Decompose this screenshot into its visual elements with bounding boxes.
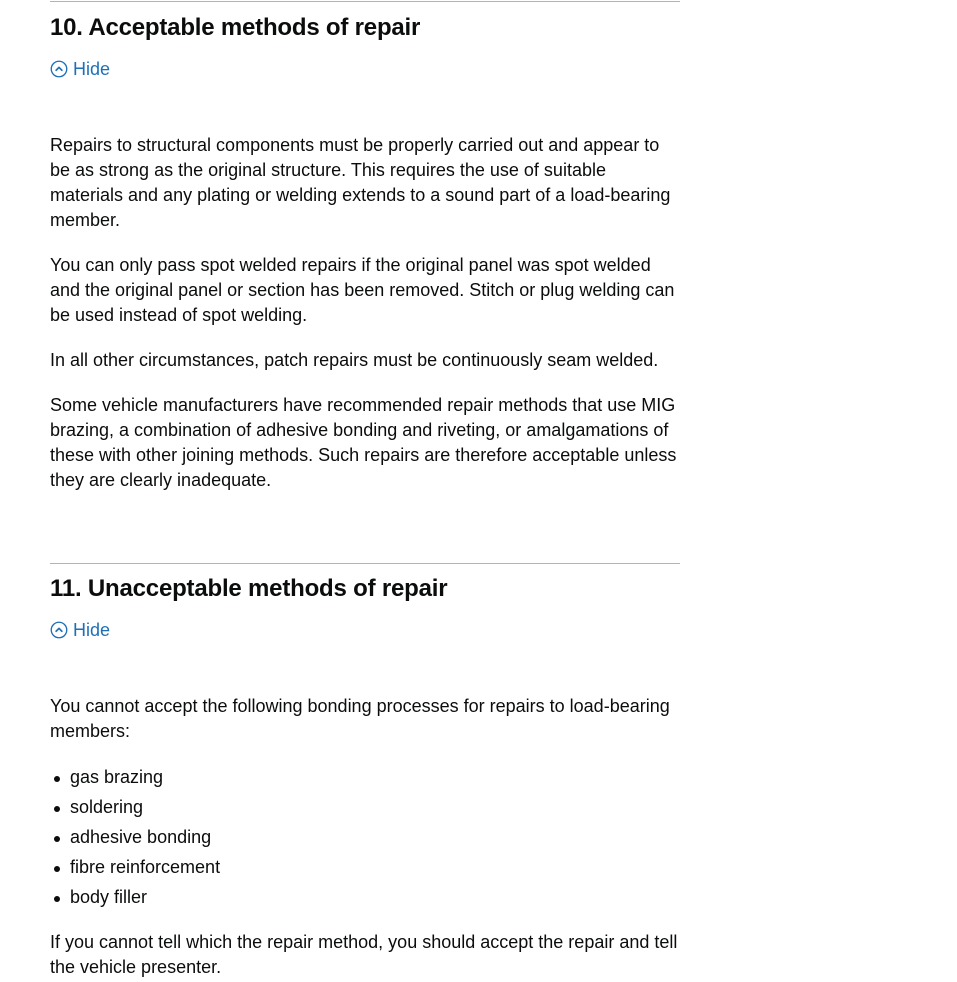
list-item: gas brazing bbox=[50, 765, 680, 790]
list-item: soldering bbox=[50, 795, 680, 820]
list-item: body filler bbox=[50, 885, 680, 910]
section-acceptable-repair bbox=[50, 1, 680, 493]
section-divider bbox=[50, 563, 680, 564]
paragraph: If you cannot tell which the repair method, you should accept the repair and tell the vehicle presenter. bbox=[50, 932, 678, 977]
hide-section-toggle[interactable] bbox=[50, 58, 110, 80]
toggle-label: Hide bbox=[73, 59, 111, 79]
paragraph: You can only pass spot welded repairs if the original panel was spot welded and the original panel or section has been removed. Stitch or plug welding can be used instead of spot welding. bbox=[50, 255, 675, 325]
bullet-list bbox=[50, 765, 680, 910]
paragraph: In all other circumstances, patch repairs must be continuously seam welded. bbox=[50, 350, 659, 370]
section-body bbox=[50, 694, 680, 980]
toggle-label: Hide bbox=[73, 620, 111, 640]
chevron-up-circle-icon bbox=[50, 621, 68, 639]
hide-section-toggle[interactable] bbox=[50, 619, 110, 641]
section-divider bbox=[50, 1, 680, 2]
section-unacceptable-repair bbox=[50, 563, 680, 980]
list-item: adhesive bonding bbox=[50, 825, 680, 850]
section-body bbox=[50, 133, 680, 493]
list-item: fibre reinforcement bbox=[50, 855, 680, 880]
section-heading: 10. Acceptable methods of repair bbox=[50, 14, 421, 41]
chevron-up-circle-icon bbox=[50, 60, 68, 78]
section-heading: 11. Unacceptable methods of repair bbox=[50, 575, 448, 602]
page-content bbox=[50, 0, 680, 980]
paragraph: You cannot accept the following bonding processes for repairs to load-bearing members: bbox=[50, 696, 670, 741]
paragraph: Repairs to structural components must be properly carried out and appear to be as strong as the original structure. This requires the use of suitable materials and any plating or welding extends to a sound part of a load-bearing member. bbox=[50, 135, 671, 230]
paragraph: Some vehicle manufacturers have recommended repair methods that use MIG brazing, a combination of adhesive bonding and riveting, or amalgamations of these with other joining methods. Such repairs are therefore acceptable unless they are clearly inadequate. bbox=[50, 395, 677, 490]
